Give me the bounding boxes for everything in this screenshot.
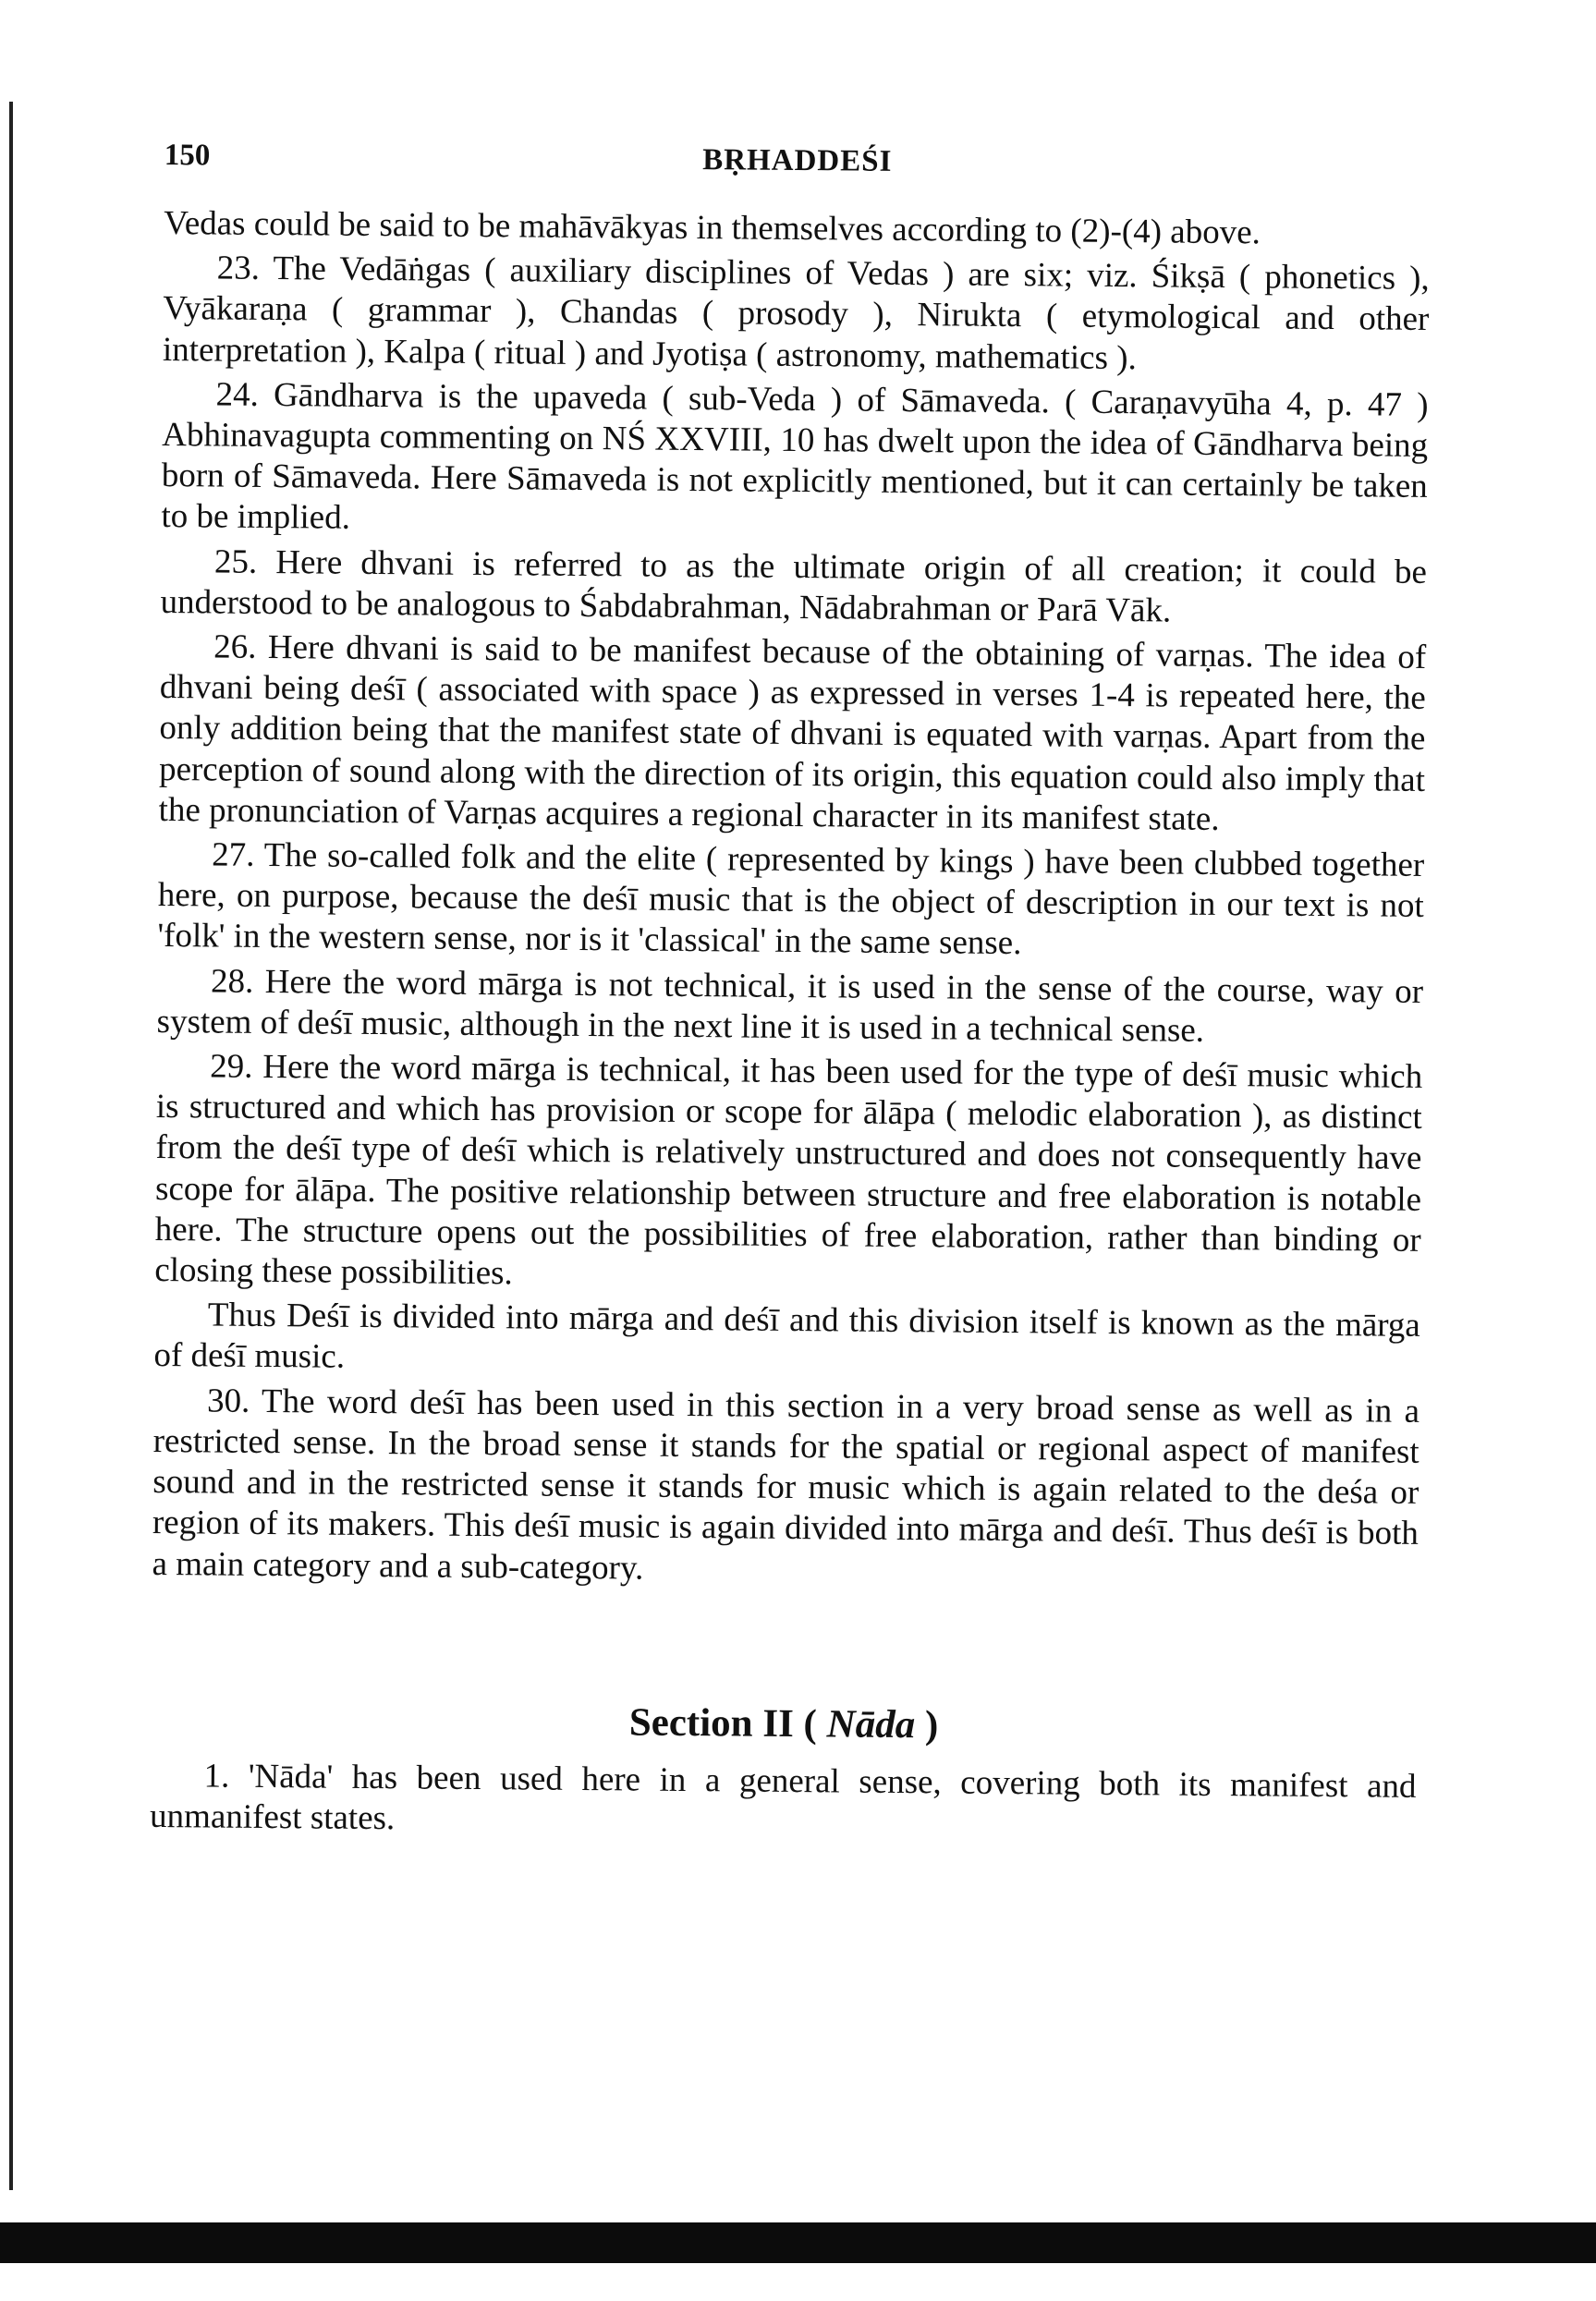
running-head	[164, 139, 1431, 214]
section-note-1: 1. 'Nāda' has been used here in a general sense, covering both its manifest and unmanifest states.	[149, 1757, 1417, 1838]
section-heading-title: Nāda	[826, 1702, 916, 1747]
section-heading	[151, 1696, 1417, 1752]
note-27: 27. The so-called folk and the elite ( represented by kings ) have been clubbed together here, on purpose, because the deśī music that is the object of description in our text is not 'folk' in the western sense, nor is it 'classical' in the same sense.	[157, 835, 1425, 963]
note-29: 29. Here the word mārga is technical, it has been used for the type of deśī music which is structured and which has provision or scope for ālāpa ( melodic elaboration ), as distinct from the deśī type of deśī which is relatively unstructured and does not consequently have scope for ālāpa. The positive relationship between structure and free elaboration is notable here. The structure opens out the possibilities of free elaboration, rather than binding or closing these possibilities.	[154, 1047, 1423, 1293]
note-26: 26. Here dhvani is said to be manifest because of the obtaining of varṇas. The idea of dhvani being deśī ( associated with space ) as expressed in verses 1-4 is repeated here, the only addition being that the manifest state of dhvani is equated with varṇas. Apart from the perception of sound along with the direction of its origin, this equation could also imply that the pronunciation of Varṇas acquires a regional character in its manifest state.	[158, 627, 1427, 838]
running-title: BṚHADDEŚI	[702, 143, 893, 178]
note-25: 25. Here dhvani is referred to as the ultimate origin of all creation; it could be understood to be analogous to Śabdabrahman, Nādabrahman or Parā Vāk.	[160, 542, 1428, 630]
note-24: 24. Gāndharva is the upaveda ( sub-Veda ) of Sāmaveda. ( Caraṇavyūha 4, p. 47 ) Abhinavagupta commenting on NŚ XXVIII, 10 has dwelt upon the idea of Gāndharva being born of Sāmaveda. Here Sāmaveda is not explicitly mentioned, but it can certainly be taken to be implied.	[161, 375, 1429, 538]
note-28: 28. Here the word mārga is not technical, it is used in the sense of the course, way or system of deśī music, although in the next line it is used in a technical sense.	[156, 962, 1424, 1050]
note-continuation: Vedas could be said to be mahāvākyas in themselves according to (2)-(4) above.	[164, 203, 1261, 252]
section-heading-suffix: )	[924, 1702, 939, 1747]
section-heading-prefix: Section II (	[628, 1700, 818, 1746]
left-margin-rule	[9, 102, 13, 2190]
page-number: 150	[164, 139, 211, 173]
note-30: 30. The word deśī has been used in this section in a very broad sense as well as in a restricted sense. In the broad sense it stands for the spatial or regional aspect of manifest sound and in the restricted sense it stands for music which is again related to the deśa or region of its makers. This deśī music is again divided into mārga and deśī. Thus deśī is both a main category and a sub-category.	[152, 1382, 1420, 1588]
note-23: 23. The Vedāṅgas ( auxiliary disciplines of Vedas ) are six; viz. Śikṣā ( phonetics ), Vyākaraṇa ( grammar ), Chandas ( prosody ), Nirukta ( etymological and other interpretation ), Kalpa ( ritual ) and Jyotiṣa ( astronomy, mathematics ).	[162, 249, 1430, 377]
scan-bottom-edge	[0, 2222, 1596, 2263]
book-page	[150, 139, 1431, 1848]
note-29-continuation: Thus Deśī is divided into mārga and deśī and this division itself is known as the mārga of deśī music.	[153, 1296, 1421, 1377]
